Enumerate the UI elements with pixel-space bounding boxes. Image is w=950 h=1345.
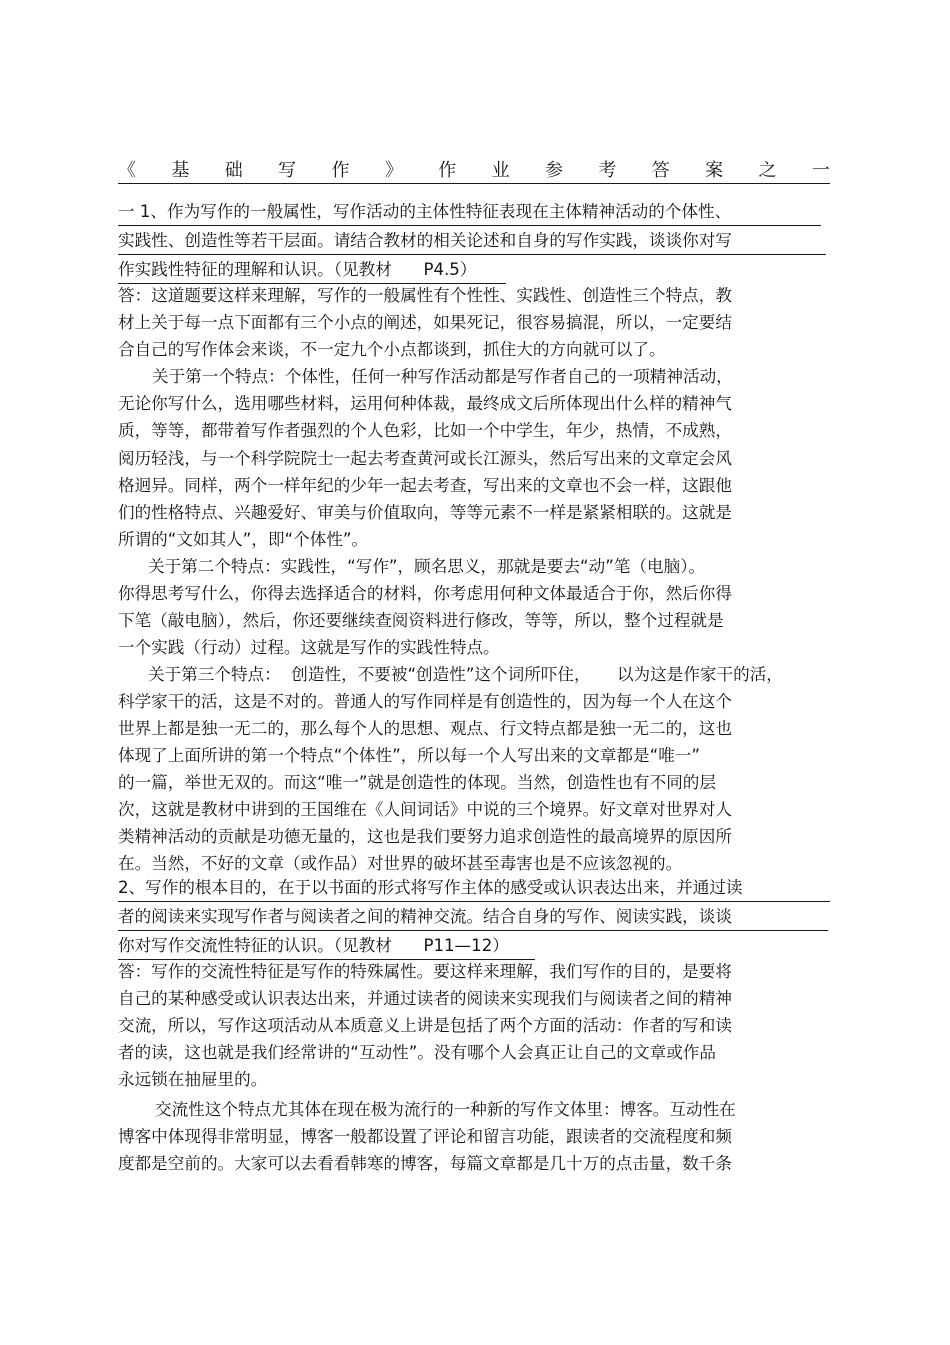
answer2-line: 者的读，这也就是我们经常讲的“互动性”。没有哪个人会真正让自己的文章或作品 [118,1043,716,1062]
answer1-line: 一个实践（行动）过程。这就是写作的实践性特点。 [118,638,500,657]
title-char: 《 [118,160,136,181]
title-char: 础 [224,160,243,181]
answer1-line: 世界上都是独一无二的，那么每个人的思想、观点、行文特点都是独一无二的，这也 [118,719,732,738]
title-char: 考 [598,160,617,181]
answer1-line: 关于第三个特点： 创造性，不要被“创造性”这个词所吓住， 以为这是作家干的活， [148,665,783,684]
answer1-line: 的一篇，举世无双的。而这“唯一”就是创造性的体现。当然，创造性也有不同的层 [118,773,716,792]
answer2-line: 度都是空前的。大家可以去看看韩寒的博客，每篇文章都是几十万的点击量，数千条 [118,1154,732,1173]
answer2-line: 答：写作的交流性特征是写作的特殊属性。要这样来理解，我们写作的目的，是要将 [118,962,732,981]
answer1-line: 你得思考写什么，你得去选择适合的材料，你考虑用何种文体最适合于你，然后你得 [118,584,732,603]
answer1-line: 所谓的“文如其人”，即“个体性”。 [118,530,369,549]
title-char: 作 [331,160,350,181]
answer1-line: 阅历轻浅，与一个科学院院士一起去考查黄河或长江源头，然后写出来的文章定会风 [118,449,732,468]
title-char: 案 [705,160,724,181]
answer2-line: 永远锁在抽屉里的。 [118,1070,268,1089]
answer1-line: 材上关于每一点下面都有三个小点的阐述，如果死记，很容易搞混，所以，一定要结 [118,313,732,332]
answer1-line: 关于第一个特点：个体性，任何一种写作活动都是写作者自己的一项精神活动， [152,367,733,386]
answer1-line: 体现了上面所讲的第一个特点“个体性”，所以每一个人写出来的文章都是“唯一” [118,746,700,765]
question1-line: 作实践性特征的理解和认识。（见教材 P4.5） [118,258,506,284]
question2-line: 者的阅读来实现写作者与阅读者之间的精神交流。结合自身的写作、阅读实践，谈谈 [118,905,828,931]
title-char: 》 [384,160,403,181]
answer1-line: 质，等等，都带着写作者强烈的个人色彩，比如一个中学生，年少，热情，不成熟， [118,421,732,440]
question2-line: 你对写作交流性特征的认识。（见教材 P11—12） [118,934,535,960]
answer1-line: 合自己的写作体会来谈，不一定九个小点都谈到，抓住大的方向就可以了。 [118,340,666,359]
answer1-line: 在。当然，不好的文章（或作品）对世界的破坏甚至毒害也是不应该忽视的。 [118,854,683,873]
answer2-line: 自己的某种感受或认识表达出来，并通过读者的阅读来实现我们与阅读者之间的精神 [118,989,732,1008]
answer1-line: 次，这就是教材中讲到的王国维在《人间词话》中说的三个境界。好文章对世界对人 [118,800,732,819]
question1-line: 实践性、创造性等若干层面。请结合教材的相关论述和自身的写作实践，谈谈你对写 [118,229,826,255]
question2-line: 2、写作的根本目的，在于以书面的形式将写作主体的感受或认识表达出来，并通过读 [118,876,830,902]
answer1-line: 科学家干的活，这是不对的。普通人的写作同样是有创造性的，因为每一个人在这个 [118,692,732,711]
answer1-line: 下笔（敲电脑），然后，你还要继续查阅资料进行修改，等等，所以，整个过程就是 [118,611,724,630]
question1-line: 一 1、作为写作的一般属性，写作活动的主体性特征表现在主体精神活动的个体性、 [118,200,821,226]
title-char: 答 [651,160,670,181]
title-char: 业 [491,160,510,181]
answer2-line: 博客中体现得非常明显，博客一般都设置了评论和留言功能，跟读者的交流程度和频 [118,1127,732,1146]
answer1-line: 们的性格特点、兴趣爱好、审美与价值取向，等等元素不一样是紧紧相联的。这就是 [118,503,732,522]
answer1-line: 关于第二个特点：实践性，“写作”，顾名思义，那就是要去“动”笔（电脑）。 [148,557,706,576]
answer1-line: 类精神活动的贡献是功德无量的，这也是我们要努力追求创造性的最高境界的原因所 [118,827,732,846]
title-char: 一 [811,160,830,181]
answer1-line: 无论你写什么，选用哪些材料，运用何种体裁，最终成文后所体现出什么样的精神气 [118,394,732,413]
title-char: 参 [545,160,563,181]
answer2-line: 交流性这个特点尤其体在现在极为流行的一种新的写作文体里：博客。互动性在 [155,1100,736,1119]
answer1-line: 格迥异。同样，两个一样年纪的少年一起去考查，写出来的文章也不会一样，这跟他 [118,476,732,495]
answer1-line: 答：这道题要这样来理解，写作的一般属性有个性性、实践性、创造性三个特点，教 [118,286,732,305]
title-char: 写 [278,160,297,181]
document-title [118,157,830,184]
answer2-line: 交流，所以，写作这项活动从本质意义上讲是包括了两个方面的活动：作者的写和读 [118,1016,732,1035]
title-char: 基 [171,160,190,181]
title-char: 作 [438,160,457,181]
title-char: 之 [758,160,777,181]
